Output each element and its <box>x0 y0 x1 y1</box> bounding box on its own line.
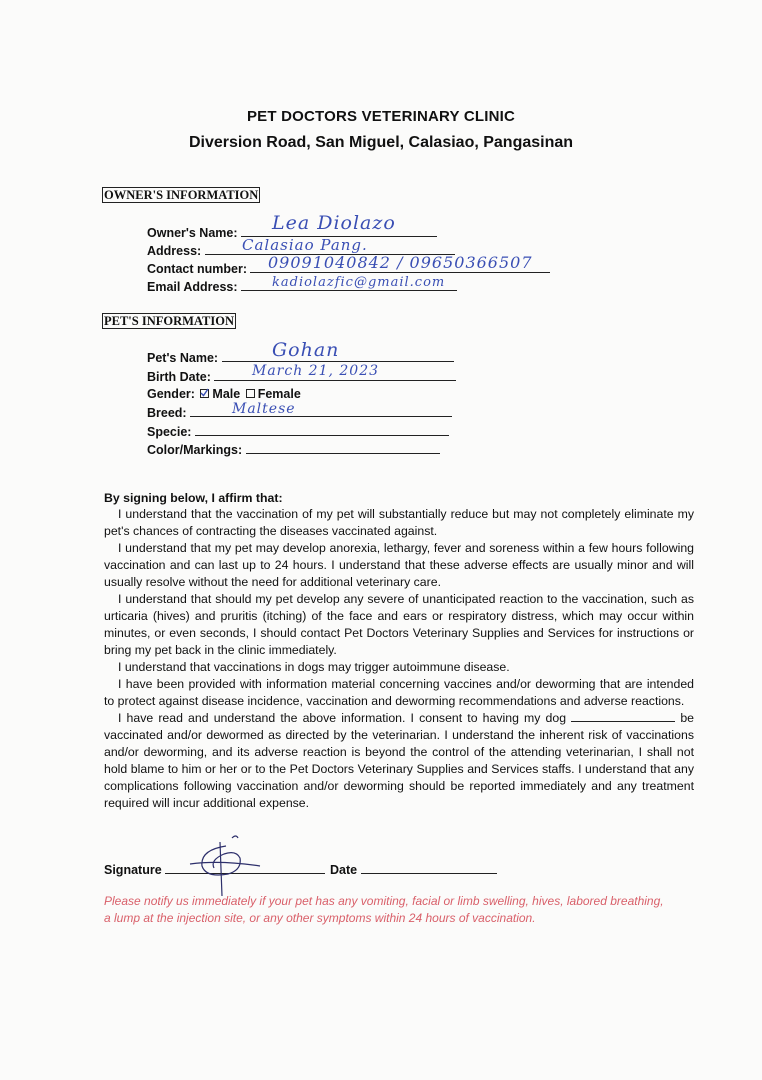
date-line[interactable] <box>361 862 497 874</box>
male-label: Male <box>212 387 241 401</box>
breed-value: Maltese <box>232 401 296 417</box>
consent-p5: I have been provided with information material concerning vaccines and/or deworming that are intended to protect against disease incidence, vaccination and deworming recommendations and adverse reactions. <box>104 677 694 708</box>
female-label: Female <box>257 387 301 401</box>
signature-scribble <box>180 832 270 898</box>
consent-p6-before: I have read and understand the above information. I consent to having my dog <box>118 711 567 725</box>
consent-p3: I understand that should my pet develop any severe of unanticipated reaction to the vaccination, such as urticaria (hives) and pruritis (itching) of the face and ears or respiratory distress, which may occur within minutes, or even seconds, I should contact Pet Doctors Veterinary Supplies and Services for instructions or bring my pet back in the clinic immediately. <box>104 592 694 657</box>
contact-value: 09091040842 / 09650366507 <box>268 253 533 272</box>
consent-p6-after: be vaccinated and/or dewormed as directed by the veterinarian. I understand the inherent risk of vaccinations and/or deworming, and its adverse reaction is beyond the control of the attending veterinarian, I shall not hold blame to him or her or to the Pet Doctors Veterinary Supplies and Services staffs. I understand that any complications following vaccination and/or deworming should be reported immediately and any treatment required will incur additional expense. <box>104 711 694 810</box>
affirm-intro: By signing below, I affirm that: <box>104 491 283 505</box>
consent-p1: I understand that the vaccination of my pet will substantially reduce but may not completely eliminate my pet's chances of contracting the diseases vaccinated against. <box>104 507 694 538</box>
consent-p6 <box>104 710 694 812</box>
gender-label: Gender: <box>147 387 195 401</box>
check-mark-icon <box>200 388 209 397</box>
owner-section-title: OWNER'S INFORMATION <box>104 188 259 202</box>
address-label: Address: <box>147 244 202 258</box>
address-value: Calasiao Pang. <box>242 236 368 254</box>
color-label: Color/Markings: <box>147 443 243 457</box>
consent-p4: I understand that vaccinations in dogs may trigger autoimmune disease. <box>118 660 510 674</box>
email-label: Email Address: <box>147 280 238 294</box>
gender-row <box>147 387 301 401</box>
date-row <box>330 862 497 877</box>
owner-name-value: Lea Diolazo <box>272 212 396 234</box>
consent-text <box>104 506 694 812</box>
specie-label: Specie: <box>147 425 192 439</box>
signature-label: Signature <box>104 863 162 877</box>
pet-name-label: Pet's Name: <box>147 351 219 365</box>
pet-name-value: Gohan <box>272 339 340 361</box>
notice-text: Please notify us immediately if your pet has any vomiting, facial or limb swelling, hives, labored breathing, a lump at the injection site, or any other symptoms within 24 hours of vaccination. <box>104 894 664 925</box>
email-value: kadiolazfic@gmail.com <box>272 275 446 290</box>
specie-row <box>147 424 449 439</box>
clinic-address: Diversion Road, San Miguel, Calasiao, Pangasinan <box>188 134 574 151</box>
birth-date-label: Birth Date: <box>147 370 211 384</box>
breed-label: Breed: <box>147 406 187 420</box>
contact-label: Contact number: <box>147 262 247 276</box>
color-line[interactable] <box>246 442 440 454</box>
clinic-name: PET DOCTORS VETERINARY CLINIC <box>246 108 516 125</box>
owner-name-label: Owner's Name: <box>147 226 238 240</box>
male-checkbox[interactable] <box>200 389 209 398</box>
pet-section-title: PET'S INFORMATION <box>104 314 234 328</box>
breed-row <box>147 405 452 420</box>
date-label: Date <box>330 863 358 877</box>
female-checkbox[interactable] <box>246 389 255 398</box>
birth-date-value: March 21, 2023 <box>252 363 380 379</box>
consent-p2: I understand that my pet may develop anorexia, lethargy, fever and soreness within a few hours following vaccination and can last up to 24 hours. I understand that these adverse effects are usually minor and will usually resolve without the need for additional veterinary care. <box>104 541 694 589</box>
dog-name-line[interactable] <box>571 711 675 722</box>
breed-line[interactable] <box>190 405 452 417</box>
color-row <box>147 442 440 457</box>
specie-line[interactable] <box>195 424 449 436</box>
